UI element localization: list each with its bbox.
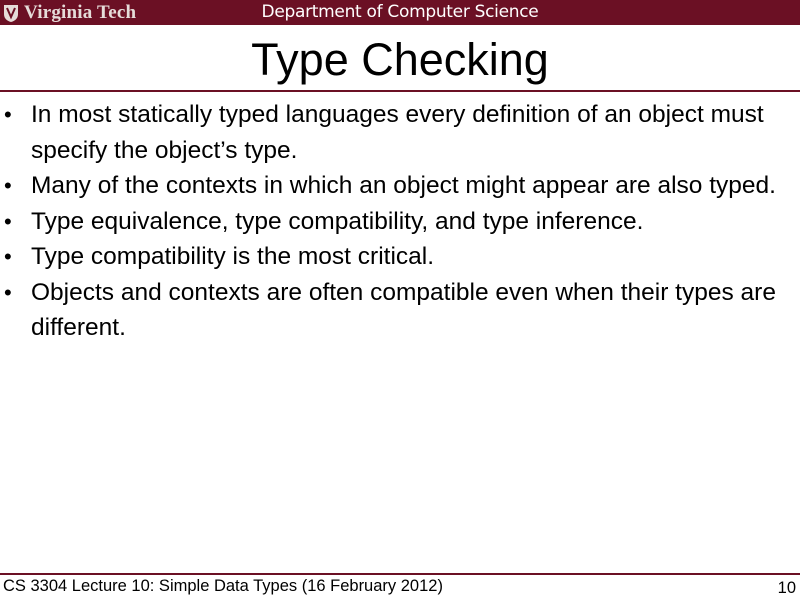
logo-text: Virginia Tech <box>24 2 137 23</box>
bullet-item <box>0 239 800 275</box>
bullet-text: Type equivalence, type compatibility, and type inference. <box>31 207 644 235</box>
bullet-item <box>0 168 800 204</box>
hokie-stone-logo-icon <box>2 3 20 23</box>
bullet-icon: • <box>4 244 12 269</box>
bullet-icon: • <box>4 173 12 198</box>
bullet-icon: • <box>4 279 12 305</box>
bullet-item <box>0 204 800 240</box>
title-divider <box>0 90 800 92</box>
bullet-item <box>0 275 800 346</box>
virginia-tech-logo <box>2 1 136 24</box>
footer-course-info: CS 3304 Lecture 10: Simple Data Types (16 February 2012) <box>3 577 443 595</box>
bullet-text: Many of the contexts in which an object might appear are also typed. <box>31 172 776 199</box>
slide-title: Type Checking <box>251 34 549 85</box>
bullet-text: In most statically typed languages every definition of an object must specify the object’s type. <box>31 101 764 164</box>
bullet-list <box>0 97 800 346</box>
department-name: Department of Computer Science <box>261 2 539 22</box>
footer-divider <box>0 573 800 575</box>
bullet-icon: • <box>4 102 12 127</box>
slide-page-number: 10 <box>777 579 796 597</box>
bullet-text: Objects and contexts are often compatible even when their types are different. <box>31 278 776 341</box>
bullet-text: Type compatibility is the most critical. <box>31 243 435 270</box>
bullet-item <box>0 97 800 168</box>
header-bar <box>0 0 800 25</box>
bullet-icon: • <box>4 208 12 234</box>
